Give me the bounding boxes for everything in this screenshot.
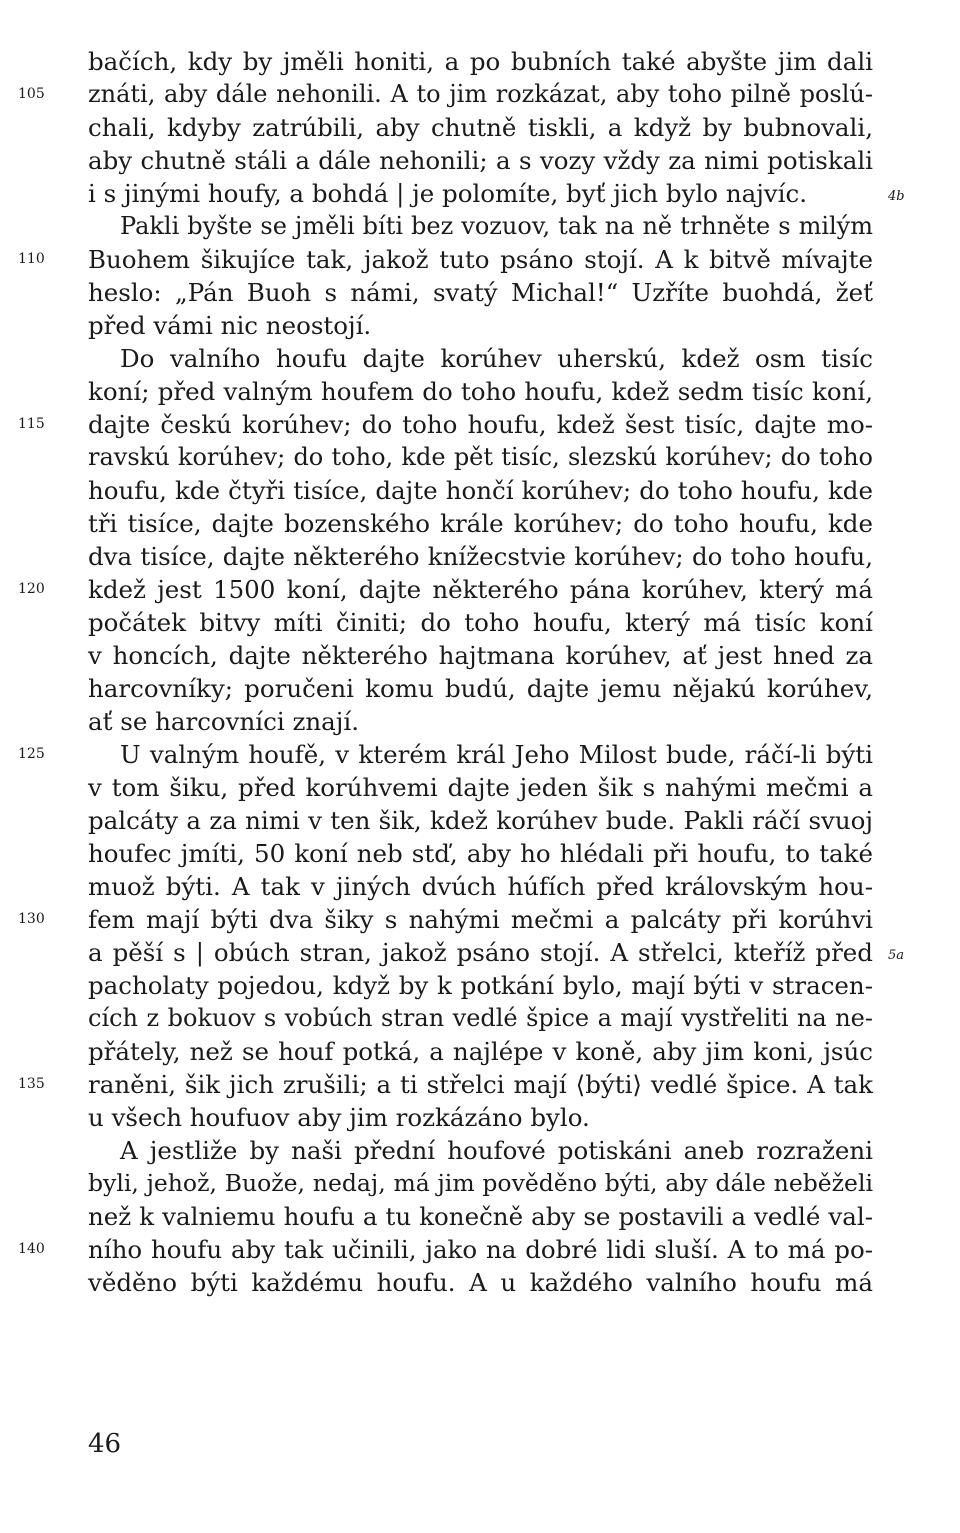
line-number: 120 xyxy=(18,581,45,597)
text-line: heslo: „Pán Buoh s námi, svatý Michal!“ Uzříte buohdá, žeť xyxy=(88,278,873,307)
text-line: počátek bitvy míti činiti; do toho houfu, který má tisíc koní xyxy=(88,608,873,637)
folio-note: 5a xyxy=(888,948,905,963)
text-line: bačích, kdy by jměli honiti, a po bubních také abyšte jim dali xyxy=(88,47,873,76)
text-line: kdež jest 1500 koní, dajte některého pána korúhev, který má xyxy=(88,575,873,604)
text-line: houfec jmíti, 50 koní neb stď, aby ho hlédali při houfu, to také xyxy=(88,839,873,868)
text-line: dva tisíce, dajte některého knížecstvie korúhev; do toho houfu, xyxy=(88,542,873,571)
text-line: v tom šiku, před korúhvemi dajte jeden šik s nahými mečmi a xyxy=(88,773,873,802)
text-line: ať se harcovníci znají. xyxy=(88,707,359,736)
text-line: u všech houfuov aby jim rozkázáno bylo. xyxy=(88,1103,590,1132)
page-number: 46 xyxy=(88,1429,122,1459)
text-line: byli, jehož, Buože, nedaj, má jim pověděno býti, aby dále neběželi xyxy=(88,1169,873,1197)
line-number: 105 xyxy=(18,86,45,102)
text-line: Pakli byšte se jměli bíti bez vozuov, tak na ně trhněte s milým xyxy=(120,212,873,240)
text-line: v honcích, dajte některého hajtmana korúhev, ať jest hned za xyxy=(88,641,873,670)
text-line: ravskú korúhev; do toho, kde pět tisíc, slezskú korúhev; do toho xyxy=(88,443,873,471)
text-line: i s jinými houfy, a bohdá | je polomíte, byť jich bylo najvíc. xyxy=(88,179,807,208)
line-number: 110 xyxy=(18,251,45,267)
text-line: před vámi nic neostojí. xyxy=(88,311,372,340)
text-line: pacholaty pojedou, když by k potkání bylo, mají býti v stracen- xyxy=(88,971,873,1000)
line-number: 135 xyxy=(18,1076,45,1092)
line-number: 130 xyxy=(18,911,45,927)
text-line: raněni, šik jich zrušili; a ti střelci mají ⟨býti⟩ vedlé špice. A tak xyxy=(88,1070,873,1099)
line-number: 115 xyxy=(18,416,45,432)
text-line: palcáty a za nimi v ten šik, kdež korúhev bude. Pakli ráčí svuoj xyxy=(88,806,873,835)
text-line: věděno býti každému houfu. A u každého valního houfu má xyxy=(88,1268,873,1297)
text-line: chali, kdyby zatrúbili, aby chutně tiskli, a když by bubnovali, xyxy=(88,113,873,142)
text-line: koní; před valným houfem do toho houfu, kdež sedm tisíc koní, xyxy=(88,377,873,406)
text-line: dajte českú korúhev; do toho houfu, kdež šest tisíc, dajte mo- xyxy=(88,410,873,439)
text-line: a pěší s | obúch stran, jakož psáno stojí. A střelci, kteříž před xyxy=(88,938,873,967)
text-line: harcovníky; poručeni komu budú, dajte jemu nějakú korúhev, xyxy=(88,674,873,703)
text-line: fem mají býti dva šiky s nahými mečmi a palcáty při korúhvi xyxy=(88,905,873,934)
text-line: muož býti. A tak v jiných dvúch húfích před královským hou- xyxy=(88,872,873,901)
text-line: než k valniemu houfu a tu konečně aby se postavili a vedlé val- xyxy=(88,1202,873,1231)
text-line: houfu, kde čtyři tisíce, dajte hončí korúhev; do toho houfu, kde xyxy=(88,476,873,505)
folio-note: 4b xyxy=(888,189,905,204)
text-line: U valným houfě, v kterém král Jeho Milost bude, ráčí-li býti xyxy=(120,740,873,769)
text-line: znáti, aby dále nehonili. A to jim rozkázat, aby toho pilně poslú- xyxy=(88,80,873,108)
text-line: aby chutně stáli a dále nehonili; a s vozy vždy za nimi potiskali xyxy=(88,146,873,175)
text-line: přátely, než se houf potká, a najlépe v koně, aby jim koni, jsúc xyxy=(88,1037,873,1066)
line-number: 125 xyxy=(18,746,45,762)
text-line: cích z bokuov s vobúch stran vedlé špice a mají vystřeliti na ne- xyxy=(88,1004,873,1032)
text-line: ního houfu aby tak učinili, jako na dobré lidi sluší. A to má po- xyxy=(88,1235,873,1264)
text-line: A jestliže by naši přední houfové potiskáni aneb rozraženi xyxy=(120,1136,873,1165)
text-line: Do valního houfu dajte korúhev uherskú, kdež osm tisíc xyxy=(120,344,873,373)
line-number: 140 xyxy=(18,1241,45,1257)
text-line: tři tisíce, dajte bozenského krále korúhev; do toho houfu, kde xyxy=(88,509,873,538)
text-line: Buohem šikujíce tak, jakož tuto psáno stojí. A k bitvě mívajte xyxy=(88,245,873,274)
